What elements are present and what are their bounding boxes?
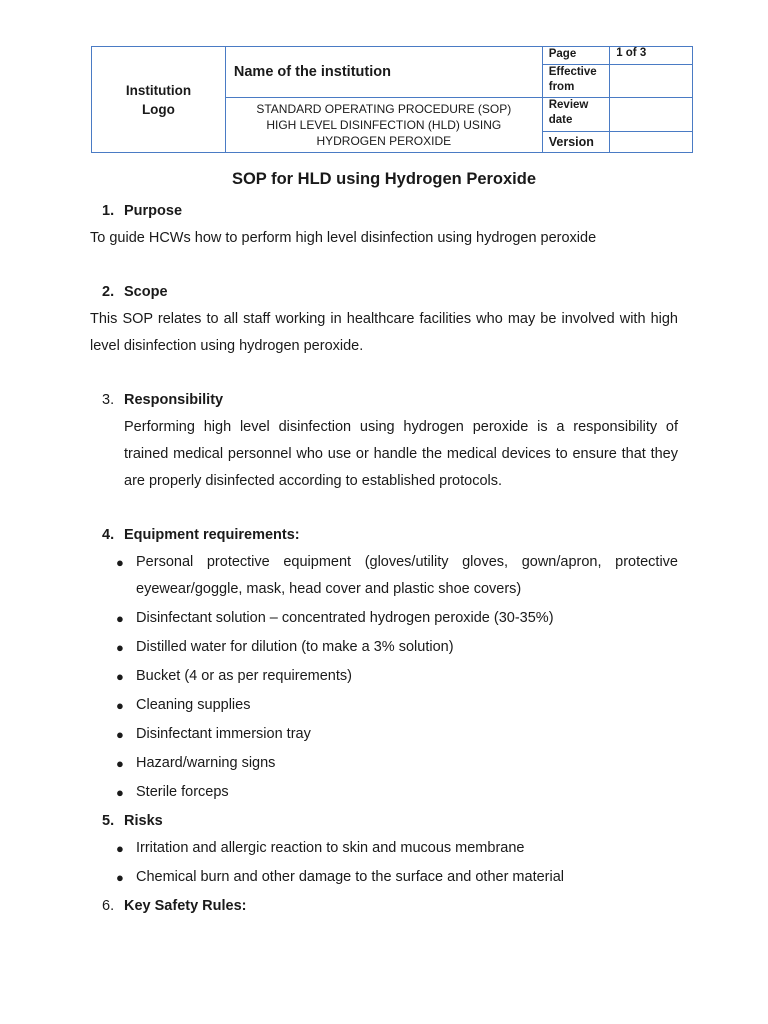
page-label: Page [542, 47, 609, 65]
page-value: 1 of 3 [610, 47, 693, 65]
section-number: 6. [102, 898, 115, 914]
section-heading-risks [90, 808, 678, 835]
bullet-icon: ● [116, 785, 124, 800]
list-item: ● Chemical burn and other damage to the surface and other material [90, 864, 678, 891]
section-title: Equipment requirements: [124, 527, 300, 543]
bullet-icon: ● [116, 640, 124, 655]
logo-text-line1: Institution [125, 82, 192, 98]
list-item: ● Disinfectant immersion tray [90, 721, 678, 748]
document-title: SOP for HLD using Hydrogen Peroxide [231, 170, 537, 188]
bullet-icon: ● [116, 870, 124, 885]
equipment-list [90, 549, 678, 806]
institution-logo-placeholder [92, 47, 226, 153]
section-heading-scope [90, 279, 678, 306]
list-item: ● Sterile forceps [90, 779, 678, 806]
section-number: 2. [102, 284, 115, 300]
bullet-icon: ● [116, 669, 124, 684]
section-title: Scope [124, 284, 168, 300]
risks-list [90, 835, 678, 891]
section-title: Purpose [124, 203, 183, 219]
section-title: Responsibility [124, 392, 224, 408]
version-label: Version [542, 132, 609, 153]
logo-text-line2: Logo [141, 101, 175, 117]
effective-from-value [610, 65, 693, 98]
list-item: ● Bucket (4 or as per requirements) [90, 663, 678, 690]
review-date-value [610, 98, 693, 132]
section-title: Key Safety Rules: [124, 898, 247, 914]
section-number: 1. [102, 203, 115, 219]
section-title: Risks [124, 813, 163, 829]
bullet-icon: ● [116, 841, 124, 856]
list-item: ● Distilled water for dilution (to make a 3% solution) [90, 634, 678, 661]
section-number: 3. [102, 392, 115, 408]
bullet-icon: ● [116, 727, 124, 742]
bullet-icon: ● [116, 698, 124, 713]
sop-document-title: STANDARD OPERATING PROCEDURE (SOP) HIGH LEVEL DISINFECTION (HLD) USING HYDROGEN PEROXIDE [225, 98, 542, 153]
list-item: ● Disinfectant solution – concentrated hydrogen peroxide (30-35%) [90, 605, 678, 632]
bullet-icon: ● [116, 756, 124, 771]
document-body [90, 198, 678, 920]
list-item: ● Hazard/warning signs [90, 750, 678, 777]
list-item: ● Cleaning supplies [90, 692, 678, 719]
section-heading-purpose [90, 198, 678, 225]
version-value [610, 132, 693, 153]
institution-name: Name of the institution [225, 47, 542, 98]
scope-text: This SOP relates to all staff working in healthcare facilities who may be involved with high level disinfection using hydrogen peroxide. [90, 311, 678, 354]
list-item: ● Personal protective equipment (gloves/utility gloves, gown/apron, protective eyewear/goggle, mask, head cover and plastic shoe covers) [90, 549, 678, 603]
purpose-text: To guide HCWs how to perform high level disinfection using hydrogen peroxide [90, 230, 597, 246]
sop-header-table [91, 46, 693, 153]
section-heading-equipment [90, 522, 678, 549]
section-heading-safety [90, 893, 678, 920]
section-heading-responsibility [90, 387, 678, 414]
responsibility-text: Performing high level disinfection using hydrogen peroxide is a responsibility of trained medical personnel who use or handle the medical devices to ensure that they are properly disinfected according to established protocols. [124, 419, 678, 489]
review-date-label: Review date [542, 98, 609, 132]
section-number: 5. [102, 813, 115, 829]
bullet-icon: ● [116, 555, 124, 570]
section-number: 4. [102, 527, 115, 543]
effective-from-label: Effective from [542, 65, 609, 98]
bullet-icon: ● [116, 611, 124, 626]
list-item: ● Irritation and allergic reaction to skin and mucous membrane [90, 835, 678, 862]
